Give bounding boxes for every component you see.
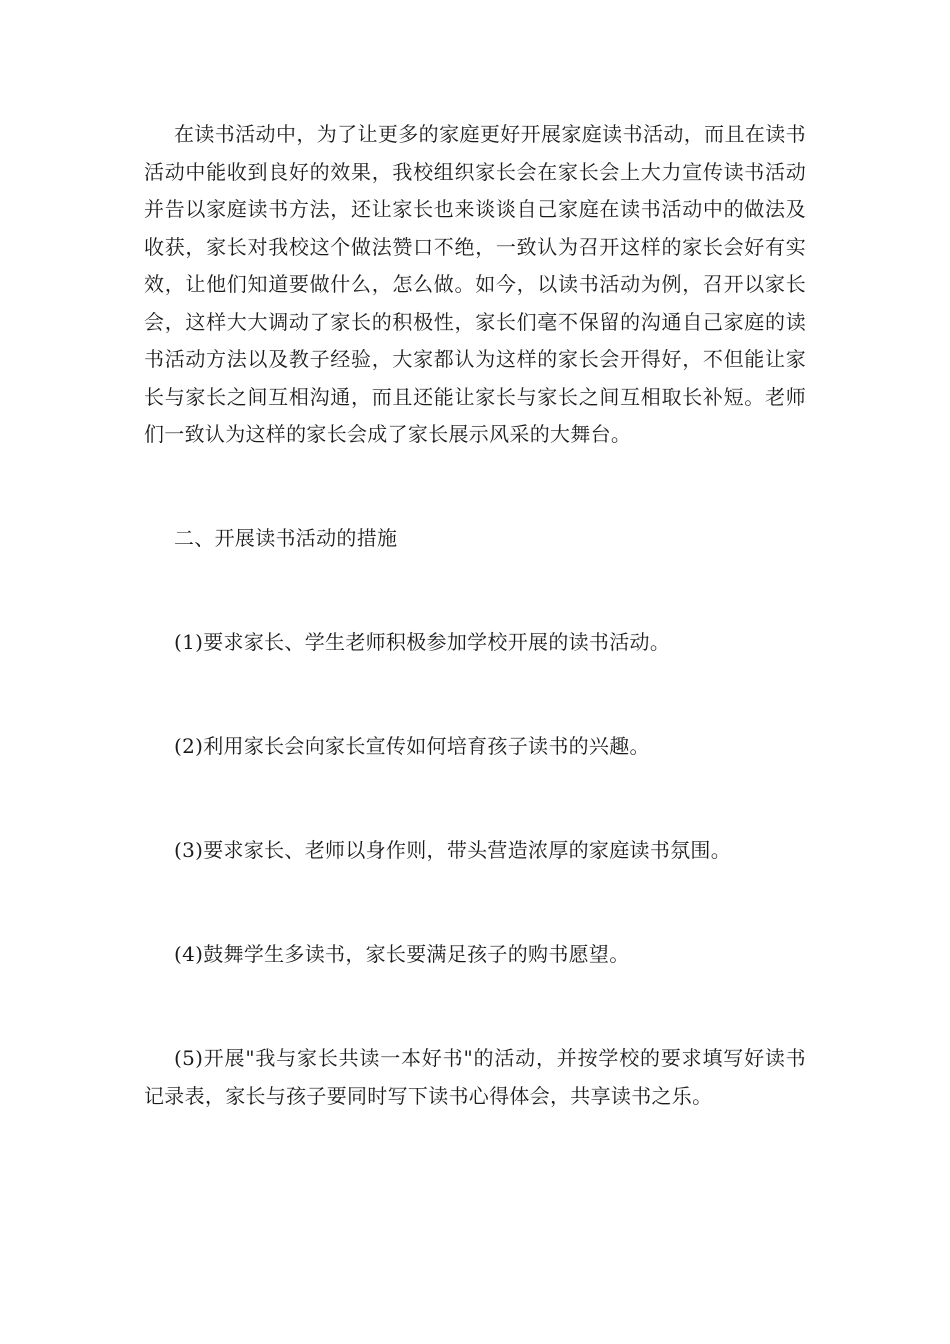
intro-paragraph: 在读书活动中，为了让更多的家庭更好开展家庭读书活动，而且在读书活动中能收到良好的效果，我校组织家长会在家长会上大力宣传读书活动并告以家庭读书方法，还让家长也来谈谈自己家庭在读书活动中的做法及收获，家长对我校这个做法赞口不绝，一致认为召开这样的家长会好有实效，让他们知道要做什么，怎么做。如今，以读书活动为例，召开以家长会，这样大大调动了家长的积极性，家长们毫不保留的沟通自己家庭的读书活动方法以及教子经验，大家都认为这样的家长会开得好，不但能让家长与家长之间互相沟通，而且还能让家长与家长之间互相取长补短。老师们一致认为这样的家长会成了家长展示风采的大舞台。 xyxy=(144,122,806,446)
measure-item-4: (4)鼓舞学生多读书，家长要满足孩子的购书愿望。 xyxy=(174,942,630,966)
section-heading: 二、开展读书活动的措施 xyxy=(174,526,398,550)
measure-item-2: (2)利用家长会向家长宣传如何培育孩子读书的兴趣。 xyxy=(174,734,650,758)
measure-item-1: (1)要求家长、学生老师积极参加学校开展的读书活动。 xyxy=(174,630,671,654)
measure-item-3: (3)要求家长、老师以身作则，带头营造浓厚的家庭读书氛围。 xyxy=(174,838,732,862)
measure-item-5: (5)开展"我与家长共读一本好书"的活动，并按学校的要求填写好读书记录表，家长与孩子要同时写下读书心得体会，共享读书之乐。 xyxy=(144,1046,806,1108)
